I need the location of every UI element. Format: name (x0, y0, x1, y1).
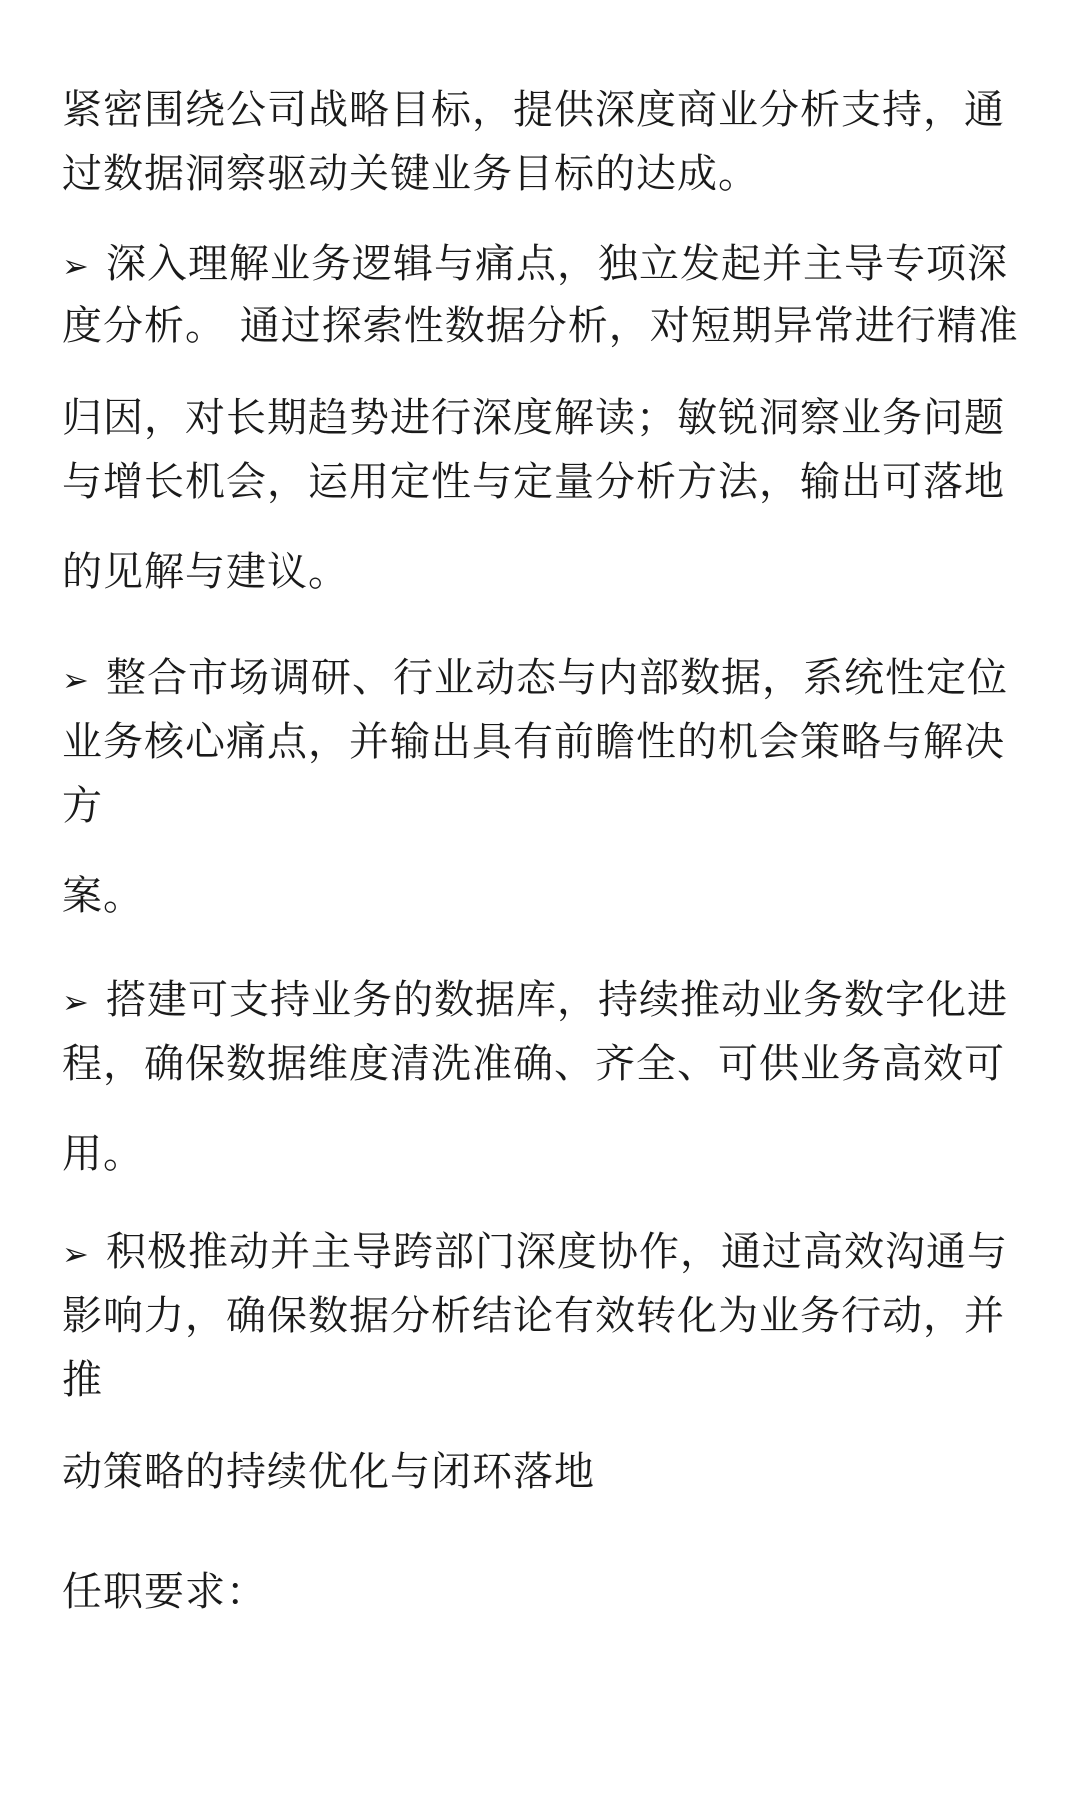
bullet-line (62, 1226, 1022, 1280)
text-line (62, 300, 1022, 352)
text-line-content: 用。 (62, 1131, 144, 1177)
text-line-content: 业务核心痛点，并输出具有前瞻性的机会策略与解决 (62, 719, 1005, 765)
text-line (62, 1446, 1022, 1498)
section-heading (62, 1566, 1022, 1618)
bullet-arrow-icon: ➢ (62, 247, 90, 285)
text-line (62, 546, 1022, 598)
section-heading-text: 任职要求： (62, 1569, 267, 1615)
text-line (62, 1354, 1022, 1406)
text-line (62, 84, 1022, 136)
text-line (62, 716, 1022, 768)
text-line-content: 推 (62, 1357, 103, 1403)
text-line-content: 动策略的持续优化与闭环落地 (62, 1449, 595, 1495)
text-line-content: 与增长机会，运用定性与定量分析方法，输出可落地 (62, 459, 1005, 505)
text-line-content: 度分析。 通过探索性数据分析，对短期异常进行精准 (62, 303, 1019, 349)
text-line-content: 方 (62, 783, 103, 829)
bullet-arrow-icon: ➢ (62, 983, 90, 1021)
text-line-content: 程，确保数据维度清洗准确、齐全、可供业务高效可 (62, 1041, 1005, 1087)
text-line (62, 1038, 1022, 1090)
text-line (62, 1128, 1022, 1180)
text-line (62, 392, 1022, 444)
text-line-content: 深入理解业务逻辑与痛点，独立发起并主导专项深 (106, 241, 1008, 287)
text-line-content: 紧密围绕公司战略目标，提供深度商业分析支持，通 (62, 87, 1005, 133)
text-line (62, 870, 1022, 922)
bullet-line (62, 652, 1022, 706)
text-line-content: 归因，对长期趋势进行深度解读；敏锐洞察业务问题 (62, 395, 1005, 441)
text-line-content: 整合市场调研、行业动态与内部数据，系统性定位 (106, 655, 1008, 701)
bullet-line (62, 238, 1022, 292)
text-line (62, 148, 1022, 200)
text-line (62, 456, 1022, 508)
text-line-content: 的见解与建议。 (62, 549, 349, 595)
text-line-content: 过数据洞察驱动关键业务目标的达成。 (62, 151, 759, 197)
bullet-arrow-icon: ➢ (62, 661, 90, 699)
bullet-line (62, 974, 1022, 1028)
text-line-content: 搭建可支持业务的数据库，持续推动业务数字化进 (106, 977, 1008, 1023)
text-line-content: 影响力，确保数据分析结论有效转化为业务行动，并 (62, 1293, 1005, 1339)
bullet-arrow-icon: ➢ (62, 1235, 90, 1273)
text-line (62, 780, 1022, 832)
text-line (62, 1290, 1022, 1342)
text-line-content: 案。 (62, 873, 144, 919)
text-line-content: 积极推动并主导跨部门深度协作，通过高效沟通与 (106, 1229, 1008, 1275)
